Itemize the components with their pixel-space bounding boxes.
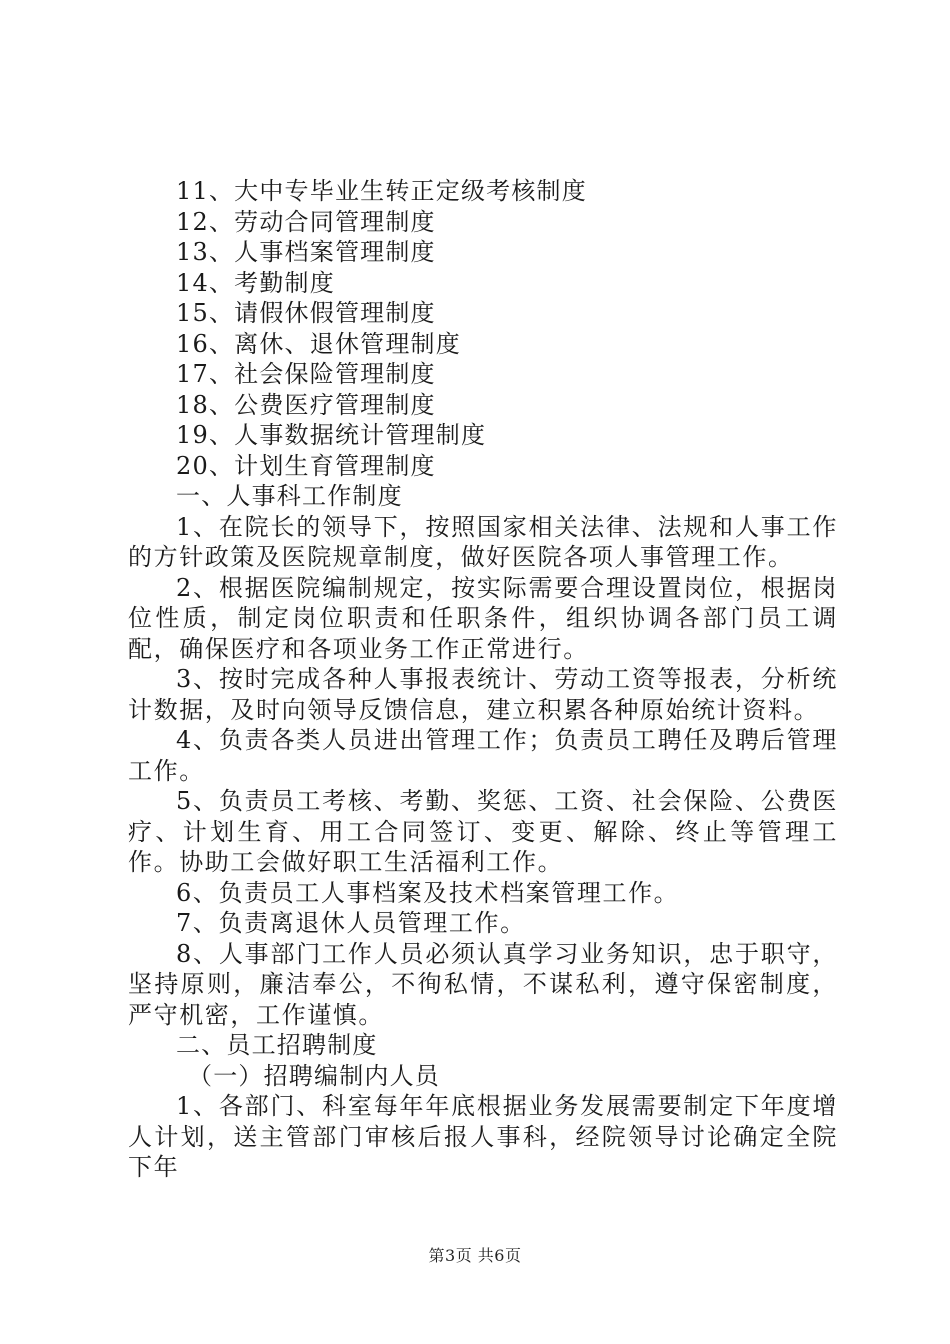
page-footer: 第3页 共6页 [428,1246,522,1265]
regulation-list [128,176,838,481]
paragraph: 8、人事部门工作人员必须认真学习业务知识，忠于职守，坚持原则，廉洁奉公，不徇私情，不谋私利，遵守保密制度，严守机密，工作谨慎。 [128,939,838,1029]
list-item: 12、劳动合同管理制度 [176,207,436,236]
list-item: 13、人事档案管理制度 [176,238,436,266]
list-item: 15、请假休假管理制度 [176,299,436,327]
paragraph: 2、根据医院编制规定，按实际需要合理设置岗位，根据岗位性质，制定岗位职责和任职条件，组织协调各部门员工调配，确保医疗和各项业务工作正常进行。 [128,573,838,663]
paragraph: 7、负责离退休人员管理工作。 [176,909,526,937]
list-item: 14、考勤制度 [176,268,335,297]
paragraph: 4、负责各类人员进出管理工作；负责员工聘任及聘后管理工作。 [128,726,838,785]
list-item: 16、离休、退休管理制度 [176,329,461,358]
list-item: 19、人事数据统计管理制度 [176,421,487,449]
list-item: 17、社会保险管理制度 [176,360,436,388]
section-heading: 二、员工招聘制度 [176,1031,378,1059]
list-item: 18、公费医疗管理制度 [176,390,436,419]
paragraph: 3、按时完成各种人事报表统计、劳动工资等报表，分析统计数据，及时向领导反馈信息，建立积累各种原始统计资料。 [128,665,838,724]
document-body [128,176,838,1183]
list-item: 20、计划生育管理制度 [176,451,436,480]
paragraph: 5、负责员工考核、考勤、奖惩、工资、社会保险、公费医疗、计划生育、用工合同签订、变更、解除、终止等管理工作。协助工会做好职工生活福利工作。 [128,787,838,876]
paragraph: 1、在院长的领导下，按照国家相关法律、法规和人事工作的方针政策及医院规章制度，做好医院各项人事管理工作。 [128,512,838,571]
paragraph: 6、负责员工人事档案及技术档案管理工作。 [176,878,680,907]
list-item: 11、大中专毕业生转正定级考核制度 [176,177,587,205]
paragraph: 1、各部门、科室每年年底根据业务发展需要制定下年度增人计划，送主管部门审核后报人事科，经院领导讨论确定全院下年 [128,1092,838,1181]
subsection-heading: （一）招聘编制内人员 [188,1061,440,1090]
section-heading: 一、人事科工作制度 [176,482,403,510]
